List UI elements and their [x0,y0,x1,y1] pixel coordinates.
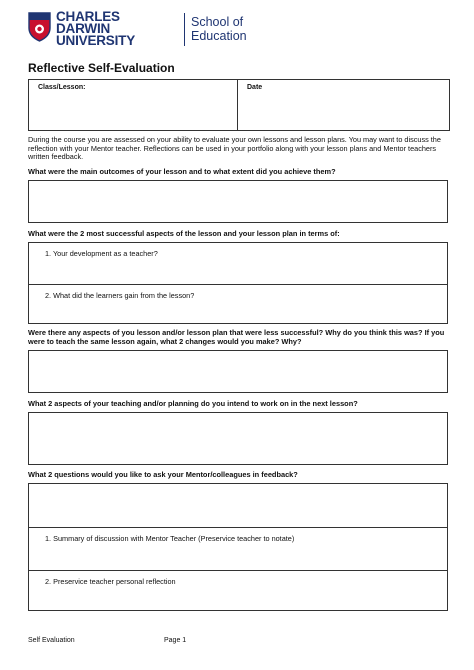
list-item: 2. What did the learners gain from the lesson? [45,291,195,300]
answer-row-5-0[interactable] [29,484,447,527]
school-line-2: Education [191,29,247,43]
answer-row-5-1[interactable] [29,527,447,570]
logo-divider [184,13,185,46]
page-title: Reflective Self-Evaluation [28,61,175,75]
answer-row-2-1[interactable] [29,243,447,284]
question-2: What were the 2 most successful aspects of the lesson and your lesson plan in terms of: [28,229,340,238]
question-3: Were there any aspects of you lesson and/or lesson plan that were less successful? Why do you think this was? If you were to teach the same lesson again, what 2 changes would you make? Why? [28,328,445,346]
answer-row-2-2[interactable] [29,284,447,325]
question-5: What 2 questions would you like to ask your Mentor/colleagues in feedback? [28,470,298,479]
logo-line-2: DARWIN [56,21,111,37]
crest-icon [28,12,51,42]
info-divider [237,80,238,130]
answer-box-2[interactable] [28,242,448,324]
university-name [56,11,135,48]
question-4: What 2 aspects of your teaching and/or planning do you intend to work on in the next lesson? [28,399,358,408]
logo-line-1: CHARLES [56,9,120,24]
list-item: 1. Your development as a teacher? [45,249,158,258]
list-item: 2. Preservice teacher personal reflection [45,577,176,586]
school-line-1: School of [191,15,244,29]
page-number: Page 1 [164,637,187,644]
answer-row-5-2[interactable] [29,570,447,612]
list-item: 1. Summary of discussion with Mentor Teacher (Preservice teacher to notate) [45,534,295,543]
cdu-logo [28,11,268,51]
footer-left: Self Evaluation [28,637,75,644]
answer-box-5[interactable] [28,483,448,611]
logo-line-3: UNIVERSITY [56,33,136,49]
answer-box-1[interactable] [28,180,448,223]
school-name [191,15,247,43]
question-1: What were the main outcomes of your lesson and to what extent did you achieve them? [28,167,336,176]
date-label: Date [247,84,263,91]
class-lesson-label: Class/Lesson: [38,84,86,91]
intro-paragraph: During the course you are assessed on your ability to evaluate your own lessons and lesson plans. You may want to discuss the reflection with your Mentor teacher. Reflections can be used in your portfolio along with your lesson plans and Mentor teachers written feedback. [28,135,441,162]
answer-box-3[interactable] [28,350,448,393]
info-table [28,79,450,131]
answer-box-4[interactable] [28,412,448,465]
